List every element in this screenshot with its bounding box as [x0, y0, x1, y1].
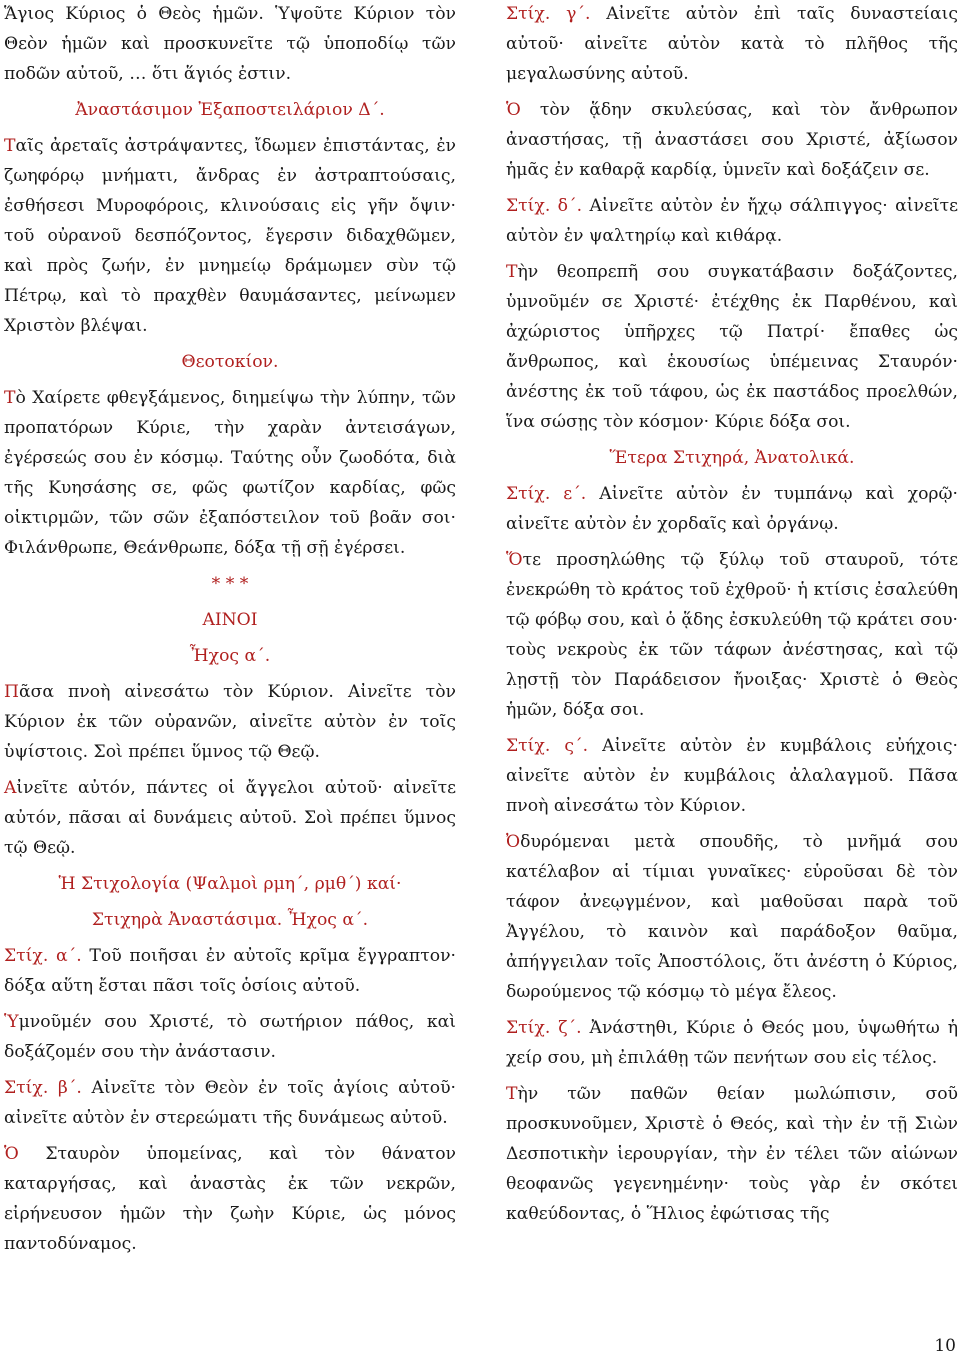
initial-letter: Ὁ [4, 1144, 19, 1164]
verse [4, 1073, 456, 1133]
verse [4, 941, 456, 1001]
paragraph-text: ἰνεῖτε αὐτόν, πάντες οἱ ἄγγελοι αὐτοῦ· αἰνεῖτε αὐτόν, πᾶσαι αἱ δυνάμεις αὐτοῦ. Σοὶ πρέπει ὕμνος τῷ Θεῷ. [4, 778, 456, 858]
initial-letter: Τ [4, 136, 16, 156]
section-separator: * * * [211, 574, 249, 594]
paragraph [4, 677, 456, 767]
verse [506, 0, 958, 89]
verse-label: Στίχ. ε΄. [506, 484, 587, 504]
verse-label: Στίχ. β΄. [4, 1078, 82, 1098]
verse [506, 191, 958, 251]
paragraph [4, 0, 456, 89]
paragraph [506, 827, 958, 1007]
verse-label: Στίχ. ζ΄. [506, 1018, 582, 1038]
tone-heading: Ἦχος α΄. [189, 646, 271, 666]
left-column [4, 0, 456, 1265]
verse-text: Αἰνεῖτε τὸν Θεὸν ἐν τοῖς ἁγίοις αὐτοῦ· αἰνεῖτε αὐτὸν ἐν στερεώματι τῆς δυνάμεως αὐτοῦ. [4, 1078, 456, 1128]
verse-label: Στίχ. α΄. [4, 946, 82, 966]
initial-letter: Π [4, 682, 19, 702]
section-heading: Ἀναστάσιμον Ἐξαποστειλάριον Δ΄. [75, 100, 385, 120]
section-heading: Ἕτερα Στιχηρά, Ἀνατολικά. [609, 448, 855, 468]
paragraph [506, 1079, 958, 1229]
paragraph [506, 545, 958, 725]
paragraph-text: ὸ Χαίρετε φθεγξάμενος, διημείψω τὴν λύπην, τῶν προπατόρων Κύριε, τὴν χαρὰν ἀντεισάγων, ἐγέρσεώς σου ἐν κόσμῳ. Ταύτης οὖν ζωοδότα, διὰ τῆς Κυησάσης σε, φῶς φωτίζον καρδίας, φῶς οἰκτιρμῶν, τῶν σῶν ἐξαπόστειλον τοῦ βοᾶν σοι· Φιλάνθρωπε, Θεάνθρωπε, δόξα τῇ σῇ ἐγέρσει. [4, 388, 456, 558]
initial-letter: Τ [506, 1084, 518, 1104]
verse-label: Στίχ. ς΄. [506, 736, 589, 756]
paragraph-text: ᾶσα πνοὴ αἰνεσάτω τὸν Κύριον. Αἰνεῖτε τὸν Κύριον ἐκ τῶν οὐρανῶν, αἰνεῖτε αὐτὸν ἐν τοῖς ὑψίστοις. Σοὶ πρέπει ὕμνος τῷ Θεῷ. [4, 682, 456, 762]
verse [506, 731, 958, 821]
verse-text: Αἰνεῖτε αὐτὸν ἐν τυμπάνῳ καὶ χορῷ· αἰνεῖτε αὐτὸν ἐν χορδαῖς καὶ ὀργάνῳ. [506, 484, 958, 534]
section-heading: Θεοτοκίον. [181, 352, 279, 372]
paragraph [4, 383, 456, 563]
paragraph [4, 1139, 456, 1259]
paragraph [506, 95, 958, 185]
initial-letter: Ὁ [506, 100, 521, 120]
paragraph [506, 257, 958, 437]
paragraph [4, 773, 456, 863]
paragraph-text: Σταυρὸν ὑπομείνας, καὶ τὸν θάνατον καταργήσας, καὶ ἀναστὰς ἐκ τῶν νεκρῶν, εἰρήνευσον ἡμῶν τὴν ζωὴν Κύριε, ὡς μόνος παντοδύναμος. [4, 1144, 456, 1254]
verse-text: Τοῦ ποιῆσαι ἐν αὐτοῖς κρῖμα ἔγγραπτον· δόξα αὕτη ἔσται πᾶσι τοῖς ὁσίοις αὐτοῦ. [4, 946, 457, 996]
paragraph-text: ὴν θεοπρεπῆ σου συγκατάβασιν δοξάζοντες, ὑμνοῦμέν σε Χριστέ· ἐτέχθης ἐκ Παρθένου, καὶ ἀχώριστος ὑπῆρχες τῷ Πατρί· ἔπαθες ὡς ἄνθρωπος, καὶ ἑκουσίως ὑπέμεινας Σταυρόν· ἀνέστης ἐκ τοῦ τάφου, ὡς ἐκ παστάδος προελθών, ἵνα σώσῃς τὸν κόσμον· Κύριε δόξα σοι. [506, 262, 958, 432]
paragraph-text: Ἅγιος Κύριος ὁ Θεὸς ἡμῶν. Ὑψοῦτε Κύριον τὸν Θεὸν ἡμῶν καὶ προσκυνεῖτε τῷ ὑποποδίῳ τῶν ποδῶν αὐτοῦ, … ὅτι ἅγιός ἐστιν. [4, 4, 456, 84]
right-column [506, 0, 958, 1235]
page-number: 10 [934, 1336, 956, 1356]
paragraph-text: τὸν ᾅδην σκυλεύσας, καὶ τὸν ἄνθρωπον ἀναστήσας, τῇ ἀναστάσει σου Χριστέ, ἀξίωσον ἡμᾶς ἐν καθαρᾷ καρδίᾳ, ὑμνεῖν καὶ δοξάζειν σε. [506, 100, 958, 180]
initial-letter: Ὑ [4, 1012, 19, 1032]
paragraph-text: τε προσηλώθης τῷ ξύλῳ τοῦ σταυροῦ, τότε ἐνεκρώθη τὸ κράτος τοῦ ἐχθροῦ· ἡ κτίσις ἐσαλεύθη τῷ φόβῳ σου, καὶ ὁ ᾅδης ἐσκυλεύθη τῷ κράτει σου· τοὺς νεκροὺς ἐκ τῶν τάφων ἀνέστησας, καὶ τῷ λῃστῇ τὸν Παράδεισον ἤνοιξας· Χριστὲ ὁ Θεὸς ἡμῶν, δόξα σοι. [506, 550, 958, 720]
paragraph-text: ὴν τῶν παθῶν θείαν μωλώπισιν, σοῦ προσκυνοῦμεν, Χριστὲ ὁ Θεός, καὶ τὴν ἐν τῇ Σιὼν Δεσποτικὴν ἱερουργίαν, τὴν ἐν τέλει τῶν αἰώνων θεοφανῶς γεγενημένην· τοὺς γὰρ ἐν σκότει καθεύδοντας, ὁ Ἥλιος ἐφώτισας τῆς [506, 1084, 958, 1224]
verse-label: Στίχ. δ΄. [506, 196, 583, 216]
paragraph [4, 1007, 456, 1067]
verse-label: Στίχ. γ΄. [506, 4, 591, 24]
section-heading: Ἡ Στιχολογία (Ψαλμοὶ ρμη΄, ρμθ΄) καί· [58, 874, 402, 894]
section-heading: Στιχηρὰ Ἀναστάσιμα. Ἦχος α΄. [91, 910, 369, 930]
initial-letter: Τ [4, 388, 16, 408]
verse [506, 479, 958, 539]
verse-text: Ἀνάστηθι, Κύριε ὁ Θεός μου, ὑψωθήτω ἡ χείρ σου, μὴ ἐπιλάθῃ τῶν πενήτων σου εἰς τέλος. [506, 1018, 958, 1068]
verse-text: Αἰνεῖτε αὐτὸν ἐν ἤχῳ σάλπιγγος· αἰνεῖτε αὐτὸν ἐν ψαλτηρίῳ καὶ κιθάρᾳ. [506, 196, 958, 246]
initial-letter: Ὅ [506, 550, 523, 570]
verse [506, 1013, 958, 1073]
section-heading: ΑΙΝΟΙ [202, 610, 258, 630]
verse-text: Αἰνεῖτε αὐτὸν ἐπὶ ταῖς δυναστείαις αὐτοῦ· αἰνεῖτε αὐτὸν κατὰ τὸ πλῆθος τῆς μεγαλωσύνης αὐτοῦ. [506, 4, 958, 84]
paragraph [4, 131, 456, 341]
verse-text: Αἰνεῖτε αὐτὸν ἐν κυμβάλοις εὐήχοις· αἰνεῖτε αὐτὸν ἐν κυμβάλοις ἀλαλαγμοῦ. Πᾶσα πνοὴ αἰνεσάτω τὸν Κύριον. [506, 736, 958, 816]
paragraph-text: δυρόμεναι μετὰ σπουδῆς, τὸ μνῆμά σου κατέλαβον αἱ τίμιαι γυναῖκες· εὑροῦσαι δὲ τὸν τάφον ἀνεῳγμένον, καὶ μαθοῦσαι παρὰ τοῦ Ἀγγέλου, τὸ καινὸν καὶ παράδοξον θαῦμα, ἀπήγγειλαν τοῖς Ἀποστόλοις, ὅτι ἀνέστη ὁ Κύριος, δωρούμενος τῷ κόσμῳ τὸ μέγα ἔλεος. [506, 832, 958, 1002]
paragraph-text: αῖς ἀρεταῖς ἀστράψαντες, ἴδωμεν ἐπιστάντας, ἐν ζωηφόρῳ μνήματι, ἄνδρας ἐν ἀστραπτούσαις, ἐσθήσεσι Μυροφόροις, κλινούσαις εἰς γῆν ὄψιν· τοῦ οὐρανοῦ δεσπόζοντος, ἔγερσιν διδαχθῶμεν, καὶ πρὸς ζωήν, ἐν μνημείῳ δράμωμεν σὺν τῷ Πέτρῳ, καὶ τὸ πραχθὲν θαυμάσαντες, μείνωμεν Χριστὸν βλέψαι. [4, 136, 456, 336]
initial-letter: Τ [506, 262, 518, 282]
initial-letter: Ὀ [506, 832, 521, 852]
paragraph-text: μνοῦμέν σου Χριστέ, τὸ σωτήριον πάθος, καὶ δοξάζομέν σου τὴν ἀνάστασιν. [4, 1012, 456, 1062]
initial-letter: Α [4, 778, 17, 798]
